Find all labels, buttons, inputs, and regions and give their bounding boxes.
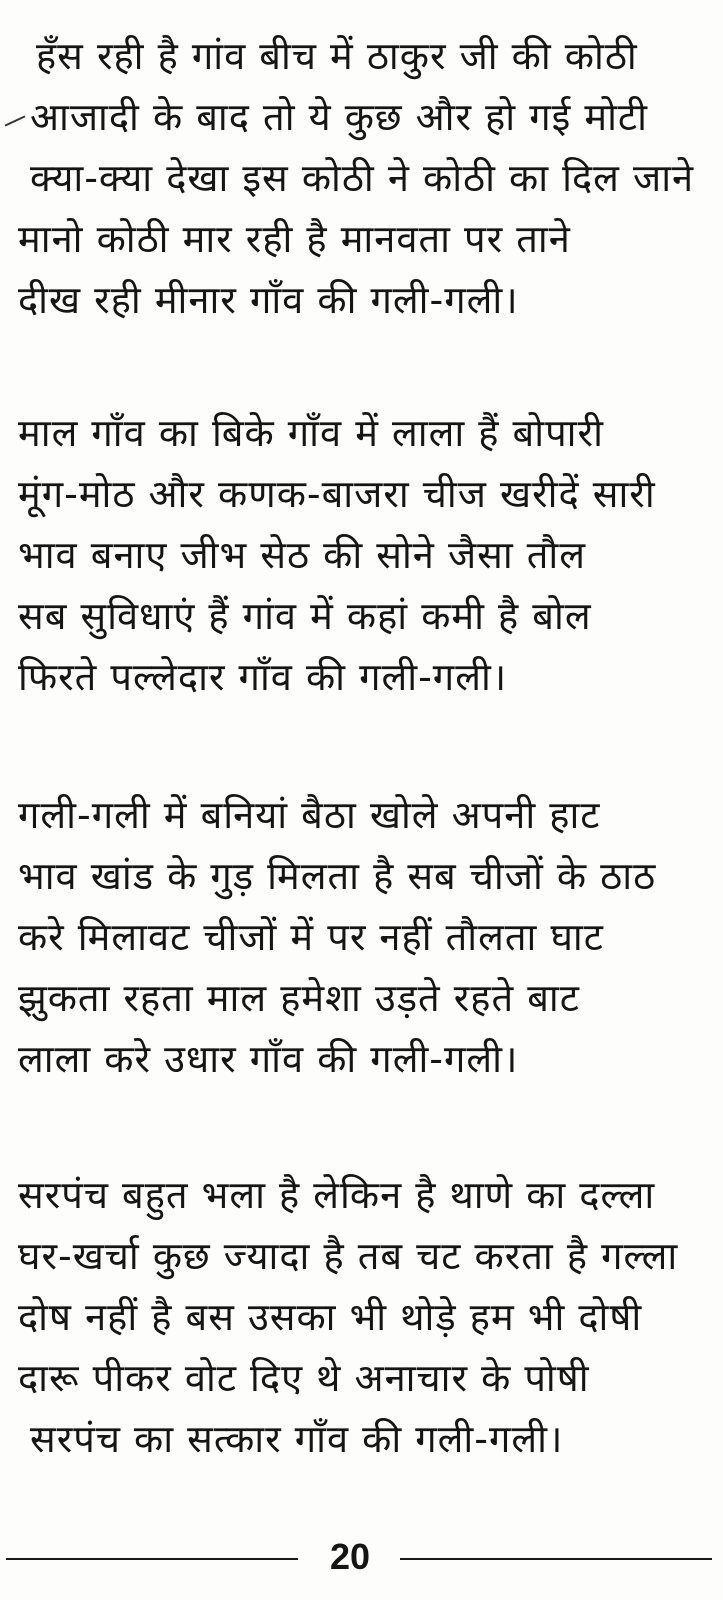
stanza-line: लाला करे उधार गाँव की गली-गली। [18,1037,519,1081]
stanza-line: दोष नहीं है बस उसका भी थोड़े हम भी दोषी [18,1295,643,1339]
page-footer [0,1528,723,1588]
stanza-line: भाव खांड के गुड़ मिलता है सब चीजों के ठाठ [18,854,657,898]
footer-rule-right [400,1558,712,1560]
footer-rule-left [6,1558,298,1560]
page-number: 20 [329,1536,371,1577]
stanza-line: सब सुविधाएं हैं गांव में कहां कमी है बोल [18,594,592,638]
stanza-line: मूंग-मोठ और कणक-बाजरा चीज खरीदें सारी [18,472,656,516]
stanza-line: दारू पीकर वोट दिए थे अनाचार के पोषी [18,1356,590,1400]
stanza-line: करे मिलावट चीजों में पर नहीं तौलता घाट [18,915,604,959]
stanza-line: आजादी के बाद तो ये कुछ और हो गई मोटी [30,95,648,139]
stanza-2 [14,403,674,708]
stanza-line: गली-गली में बनियां बैठा खोले अपनी हाट [18,793,601,837]
stanza-line: मानो कोठी मार रही है मानवता पर ताने [18,217,571,261]
stanza-4 [14,1165,679,1470]
stanza-line: झुकता रहता माल हमेशा उड़ते रहते बाट [18,976,580,1020]
stanza-line: क्या-क्या देखा इस कोठी ने कोठी का दिल जाने [30,156,695,200]
stanza-line: सरपंच का सत्कार गाँव की गली-गली। [30,1417,564,1461]
stanza-line: भाव बनाए जीभ सेठ की सोने जैसा तौल [18,533,587,577]
stanza-line: सरपंच बहुत भला है लेकिन है थाणे का दल्ला [18,1173,656,1217]
stanza-line: फिरते पल्लेदार गाँव की गली-गली। [18,655,508,699]
stanza-3 [14,785,674,1090]
stanza-line: दीख रही मीनार गाँव की गली-गली। [18,278,519,322]
stanza-1 [14,26,695,331]
stanza-line: घर-खर्चा कुछ ज्यादा है तब चट करता है गल्ला [18,1234,679,1278]
stanza-line: माल गाँव का बिके गाँव में लाला हैं बोपारी [18,411,604,455]
stanza-line: हँस रही है गांव बीच में ठाकुर जी की कोठी [36,34,638,78]
